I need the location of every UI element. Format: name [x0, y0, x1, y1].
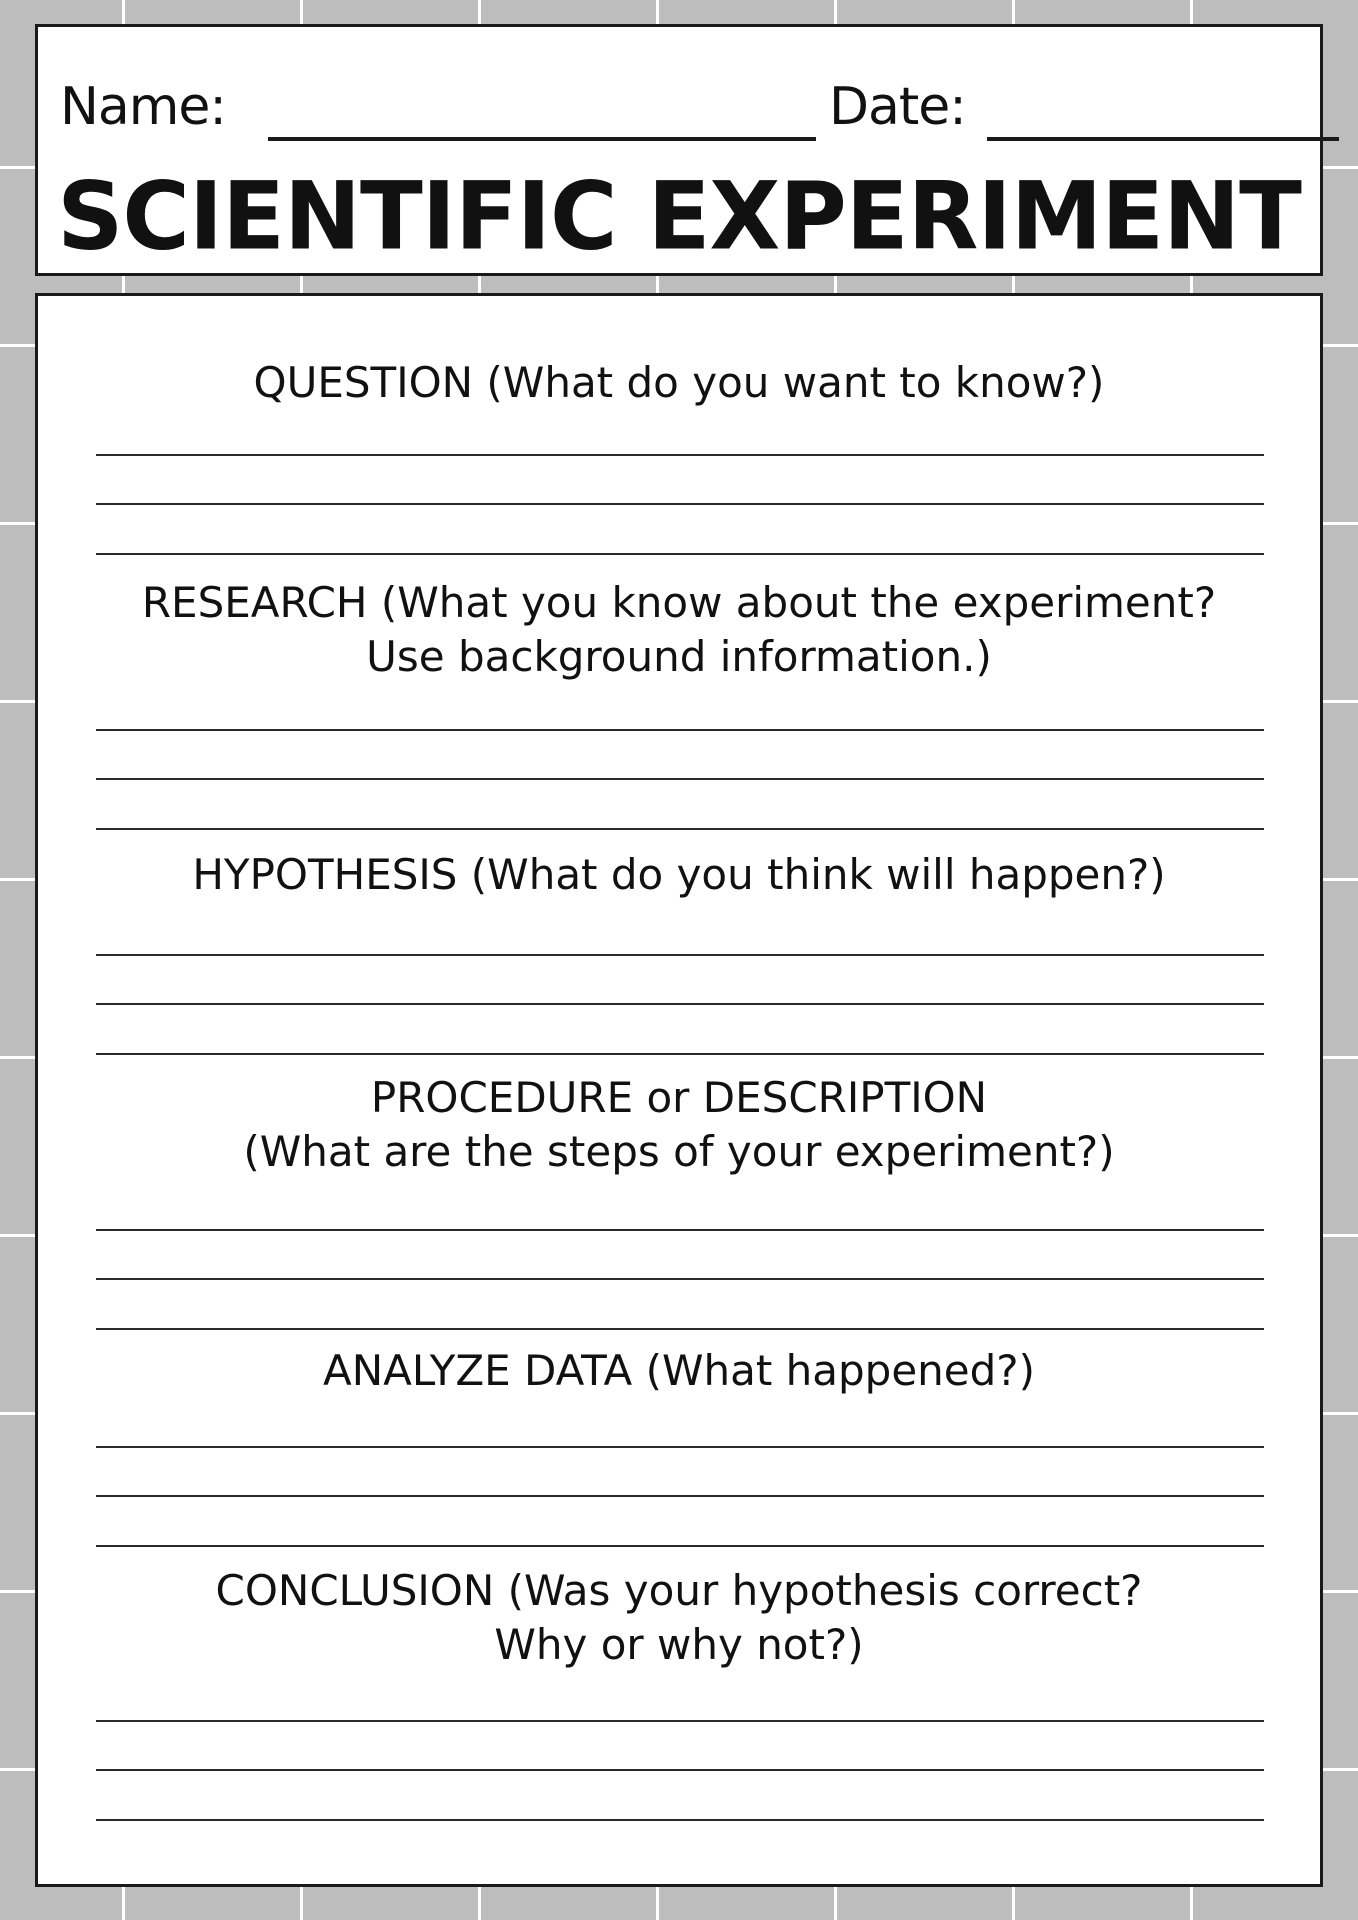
date-label: Date:: [829, 77, 966, 137]
section-title-line: Use background information.): [366, 632, 992, 681]
answer-line[interactable]: [96, 1495, 1264, 1497]
header-card: [35, 24, 1323, 276]
section-title-line: CONCLUSION (Was your hypothesis correct?: [215, 1566, 1143, 1615]
page-title: SCIENTIFIC EXPERIMENT: [57, 161, 1301, 272]
section-title-conclusion: [38, 1564, 1320, 1672]
section-title-line: QUESTION (What do you want to know?): [253, 358, 1105, 407]
section-title-question: [38, 356, 1320, 410]
answer-line[interactable]: [96, 1229, 1264, 1231]
section-title-line: (What are the steps of your experiment?): [243, 1127, 1115, 1176]
answer-line[interactable]: [96, 1053, 1264, 1055]
answer-line[interactable]: [96, 1769, 1264, 1771]
worksheet-body: [35, 293, 1323, 1887]
answer-line[interactable]: [96, 1720, 1264, 1722]
answer-line[interactable]: [96, 1545, 1264, 1547]
section-title-line: ANALYZE DATA (What happened?): [323, 1346, 1035, 1395]
answer-line[interactable]: [96, 828, 1264, 830]
section-title-analyze-data: [38, 1344, 1320, 1398]
answer-line[interactable]: [96, 454, 1264, 456]
answer-line[interactable]: [96, 954, 1264, 956]
name-label: Name:: [60, 77, 226, 137]
section-title-line: PROCEDURE or DESCRIPTION: [370, 1073, 988, 1122]
answer-line[interactable]: [96, 1446, 1264, 1448]
answer-line[interactable]: [96, 729, 1264, 731]
answer-line[interactable]: [96, 503, 1264, 505]
answer-line[interactable]: [96, 1278, 1264, 1280]
section-title-research: [38, 576, 1320, 684]
section-title-line: Why or why not?): [494, 1620, 864, 1669]
name-date-row: [60, 59, 1298, 139]
section-title-line: HYPOTHESIS (What do you think will happen?): [192, 850, 1166, 899]
section-title-procedure: [38, 1071, 1320, 1179]
answer-line[interactable]: [96, 778, 1264, 780]
answer-line[interactable]: [96, 553, 1264, 555]
answer-line[interactable]: [96, 1819, 1264, 1821]
section-title-line: RESEARCH (What you know about the experiment?: [141, 578, 1217, 627]
answer-line[interactable]: [96, 1003, 1264, 1005]
name-field-line[interactable]: [268, 137, 816, 141]
section-title-hypothesis: [38, 848, 1320, 902]
answer-line[interactable]: [96, 1328, 1264, 1330]
date-field-line[interactable]: [987, 137, 1339, 141]
